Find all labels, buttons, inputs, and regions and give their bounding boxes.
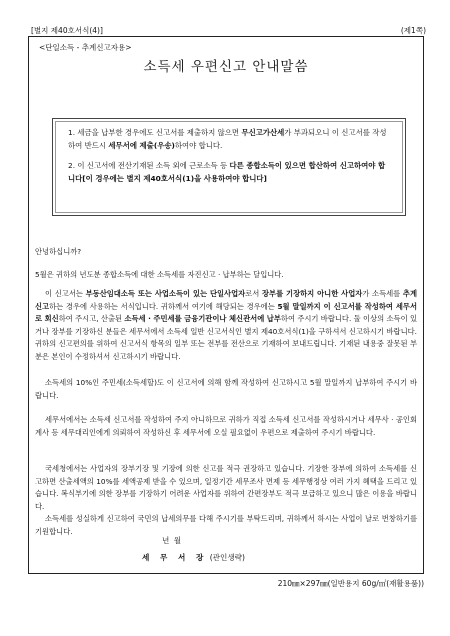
signature-date: 년 월 <box>162 536 183 545</box>
notice-box <box>52 118 406 216</box>
notice-item-1: 1. 세금을 납부한 경우에도 신고서를 제출하지 않으면 무신고가산세가 부과되오니 이 신고서를 작성하여 반드시 세무서에 제출(우송)하여야 합니다. <box>68 128 387 150</box>
seal-note: (관인생략) <box>209 553 245 562</box>
paragraph-5: 국세청에서는 사업자의 장부기장 및 기장에 의한 신고를 적극 권장하고 있습니다. 기장한 장부에 의하여 소득세를 신고하면 산출세액의 10%를 세액공제 받을 수 있으며, 일정기간 세무조사 면제 등 세무행정상 여러 가지 혜택을 드리고 있습니다. 복식부기에 의한 장부를 기장하기 어려운 사업자를 위하여 간편장부도 적극 보급하고 있으니 많은 이용을 바랍니다. <box>35 464 417 511</box>
paragraph-1: 5월은 귀하의 년도분 종합소득에 대한 소득세를 자진신고 · 납부하는 달입니다. <box>35 270 284 279</box>
paragraph-3: 소득세의 10%인 주민세(소득세할)도 이 신고서에 의해 함께 작성하여 신고하시고 5월 말일까지 납부하여 주시기 바랍니다. <box>35 378 417 400</box>
paper-spec: 210㎜×297㎜(일반용지 60g/㎡(재활용품)) <box>277 579 424 588</box>
page-title: 소득세 우편신고 안내말씀 <box>143 59 309 75</box>
page-number: (제1쪽) <box>400 26 426 35</box>
form-reference: [별지 제40호서식(4)] <box>31 26 103 35</box>
paragraph-4: 세무서에서는 소득세 신고서를 작성하여 주지 아니하므로 귀하가 직접 소득세 신고서를 작성하시거나 세무사 · 공인회계사 등 세무대리인에게 의뢰하여 작성하신 후 세무서에 오실 필요없이 우편으로 제출하여 주시기 바랍니다. <box>35 415 417 437</box>
paragraph-6: 소득세를 성실하게 신고하여 국민의 납세의무를 다해 주시기를 부탁드리며, 귀하께서 하시는 사업이 날로 번창하기를 기원합니다. <box>35 514 417 536</box>
notice-item-2: 2. 이 신고서에 전산기재된 소득 외에 근로소득 등 다른 종합소득이 있으면 합산하여 신고하여야 합니다[이 경우에는 별지 제40호서식(1)을 사용하여야 합니다] <box>68 161 386 183</box>
signature-office: 세 무 서 장 (관인생략) <box>142 553 245 562</box>
document-frame <box>28 36 424 574</box>
greeting: 안녕하십니까? <box>35 247 82 256</box>
subtitle: <단일소득 - 추계신고자용> <box>39 43 132 52</box>
paragraph-2: 이 신고서는 부동산임대소득 또는 사업소득이 있는 단일사업자로서 장부를 기장하지 아니한 사업자가 소득세를 추계신고하는 경우에 사용하는 서식입니다. 귀하께서 여기에 해당되는 경우에는 5월 말일까지 이 신고서를 작성하여 세무서로 회신하여 주시고, 산출된 소득세 · 주민세를 금융기관이나 체신관서에 납부하여 주시기 바랍니다. 둘 이상의 소득이 있거나 장부를 기장하신 분들은 세무서에서 소득세 일반 신고서식인 별지 제40호서식(1)을 구하셔서 신고하시기 바랍니다. 귀하의 신고편의를 위하여 신고서식 항목의 일부 또는 전부를 전산으로 기재하여 보내드립니다. 기재된 내용중 잘못된 부분은 본인이 수정하셔서 신고하시기 바랍니다. <box>35 289 418 361</box>
